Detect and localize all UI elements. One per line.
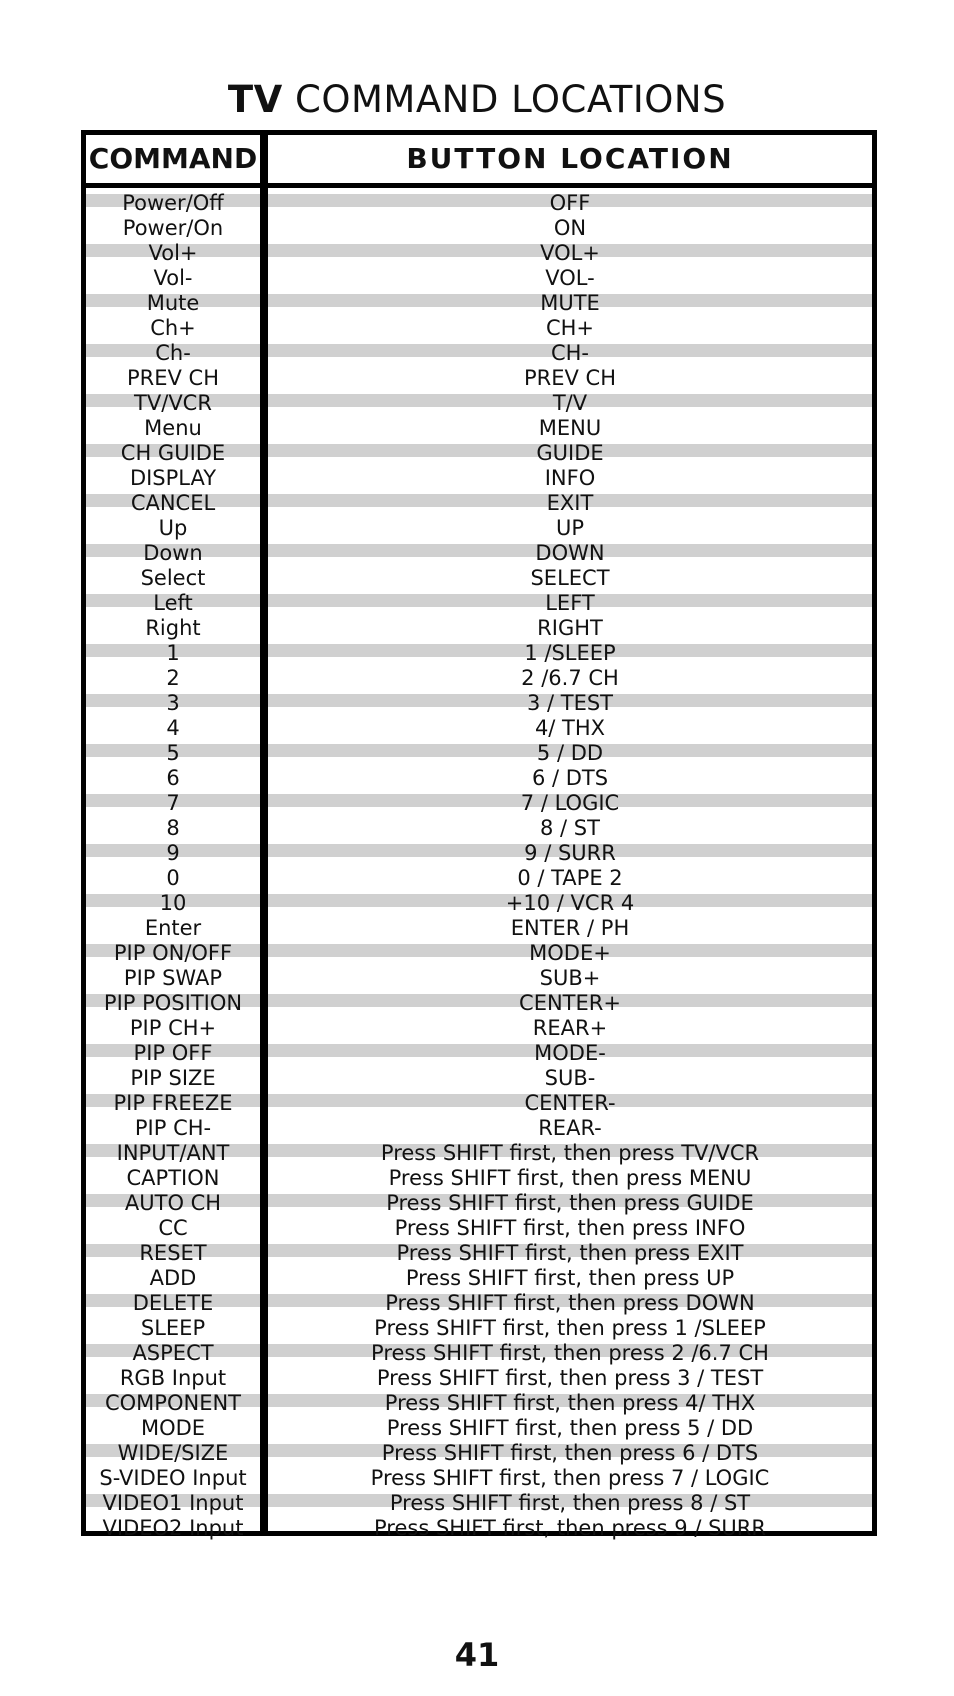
table-row: [86, 491, 872, 516]
location-cell: LEFT: [268, 591, 872, 616]
table-row: [86, 1041, 872, 1066]
table-row: [86, 341, 872, 366]
command-cell: DISPLAY: [129, 466, 217, 490]
command-cell: Left: [86, 591, 260, 616]
table-row: [86, 816, 872, 841]
command-cell: TV/VCR: [86, 391, 260, 416]
location-cell: Press SHIFT first, then press EXIT: [268, 1241, 872, 1266]
table-row: [86, 691, 872, 716]
location-cell: 5 / DD: [268, 741, 872, 766]
location-cell: Press SHIFT first, then press 7 / LOGIC: [370, 1466, 770, 1490]
table-row: [86, 1066, 872, 1091]
command-cell: VIDEO1 Input: [86, 1491, 260, 1516]
command-table: [81, 130, 877, 1540]
location-cell: SUB-: [544, 1066, 596, 1090]
location-cell: MUTE: [268, 291, 872, 316]
location-cell: 0 / TAPE 2: [517, 866, 623, 890]
table-row: [86, 441, 872, 466]
command-cell: Ch+: [150, 316, 196, 340]
location-cell: SUB+: [539, 966, 601, 990]
table-row: [86, 1391, 872, 1416]
location-cell: Press SHIFT first, then press TV/VCR: [268, 1141, 872, 1166]
command-cell: Up: [158, 516, 188, 540]
command-cell: WIDE/SIZE: [86, 1441, 260, 1466]
table-row: [86, 966, 872, 991]
location-cell: VOL+: [268, 241, 872, 266]
table-row: [86, 316, 872, 341]
location-cell: 8 / ST: [540, 816, 600, 840]
location-cell: Press SHIFT first, then press UP: [405, 1266, 735, 1290]
table-row: [86, 866, 872, 891]
command-cell: COMPONENT: [86, 1391, 260, 1416]
location-cell: VOL-: [545, 266, 595, 290]
location-cell: CENTER-: [268, 1091, 872, 1116]
table-row: [86, 566, 872, 591]
command-cell: INPUT/ANT: [86, 1141, 260, 1166]
command-cell: 7: [86, 791, 260, 816]
command-cell: PIP ON/OFF: [86, 941, 260, 966]
location-cell: MODE-: [268, 1041, 872, 1066]
location-cell: Press SHIFT first, then press 3 / TEST: [376, 1366, 764, 1390]
page-title: [0, 76, 954, 124]
command-cell: Ch-: [86, 341, 260, 366]
table-row: [86, 366, 872, 391]
command-cell: AUTO CH: [86, 1191, 260, 1216]
table-row: [86, 391, 872, 416]
table-row: [86, 1191, 872, 1216]
table-row: [86, 791, 872, 816]
table-row: [86, 891, 872, 916]
title-bold: TV: [227, 78, 283, 121]
command-cell: PIP OFF: [86, 1041, 260, 1066]
command-cell: ASPECT: [86, 1341, 260, 1366]
table-row: [86, 941, 872, 966]
header-command: COMMAND: [88, 142, 258, 175]
table-row: [86, 516, 872, 541]
table-row: [86, 1241, 872, 1266]
location-cell: SELECT: [530, 566, 610, 590]
command-cell: 0: [166, 866, 180, 890]
location-cell: Press SHIFT first, then press 2 /6.7 CH: [268, 1341, 872, 1366]
location-cell: Press SHIFT first, then press 1 /SLEEP: [374, 1316, 766, 1340]
command-cell: RGB Input: [119, 1366, 227, 1390]
table-row: [86, 1216, 872, 1241]
command-cell: S-VIDEO Input: [99, 1466, 247, 1490]
table-row: [86, 741, 872, 766]
table-row: [86, 1441, 872, 1466]
location-cell: REAR-: [538, 1116, 602, 1140]
table-body: [86, 191, 872, 1541]
location-cell: Press SHIFT first, then press 6 / DTS: [268, 1441, 872, 1466]
location-cell: ENTER / PH: [510, 916, 630, 940]
command-cell: VIDEO2 Input: [102, 1516, 244, 1540]
location-cell: OFF: [268, 191, 872, 216]
command-cell: PIP CH+: [129, 1016, 217, 1040]
location-cell: 3 / TEST: [268, 691, 872, 716]
command-cell: 4: [166, 716, 180, 740]
location-cell: ON: [553, 216, 587, 240]
location-cell: +10 / VCR 4: [268, 891, 872, 916]
table-row: [86, 1091, 872, 1116]
command-cell: PIP SWAP: [123, 966, 223, 990]
table-row: [86, 1016, 872, 1041]
table-row: [86, 541, 872, 566]
table-row: [86, 1266, 872, 1291]
location-cell: 9 / SURR: [268, 841, 872, 866]
command-cell: 5: [86, 741, 260, 766]
location-cell: 7 / LOGIC: [268, 791, 872, 816]
command-cell: DELETE: [86, 1291, 260, 1316]
location-cell: Press SHIFT first, then press INFO: [394, 1216, 746, 1240]
title-rest: COMMAND LOCATIONS: [282, 78, 727, 121]
location-cell: Press SHIFT first, then press MENU: [388, 1166, 752, 1190]
table-row: [86, 416, 872, 441]
location-cell: CH-: [268, 341, 872, 366]
command-cell: Power/On: [122, 216, 224, 240]
page-number: 41: [454, 1636, 500, 1674]
location-cell: Press SHIFT first, then press 8 / ST: [268, 1491, 872, 1516]
command-cell: ADD: [149, 1266, 197, 1290]
command-cell: CAPTION: [126, 1166, 220, 1190]
location-cell: 6 / DTS: [531, 766, 609, 790]
table-row: [86, 766, 872, 791]
table-header: [86, 135, 872, 188]
command-cell: SLEEP: [140, 1316, 206, 1340]
command-cell: 3: [86, 691, 260, 716]
table-row: [86, 1316, 872, 1341]
header-button-location: BUTTON LOCATION: [406, 142, 734, 175]
command-cell: Mute: [86, 291, 260, 316]
command-cell: Vol-: [153, 266, 193, 290]
location-cell: 1 /SLEEP: [268, 641, 872, 666]
table-row: [86, 916, 872, 941]
command-cell: CH GUIDE: [86, 441, 260, 466]
location-cell: Press SHIFT first, then press DOWN: [268, 1291, 872, 1316]
table-row: [86, 1516, 872, 1541]
table-row: [86, 191, 872, 216]
command-cell: 6: [166, 766, 180, 790]
command-cell: MODE: [140, 1416, 206, 1440]
table-row: [86, 616, 872, 641]
table-row: [86, 1141, 872, 1166]
location-cell: T/V: [268, 391, 872, 416]
command-cell: CC: [158, 1216, 188, 1240]
table-row: [86, 716, 872, 741]
location-cell: Press SHIFT first, then press 9 / SURR: [374, 1516, 766, 1540]
table-row: [86, 266, 872, 291]
command-cell: PIP CH-: [134, 1116, 212, 1140]
location-cell: RIGHT: [537, 616, 603, 640]
location-cell: PREV CH: [523, 366, 617, 390]
table-row: [86, 1366, 872, 1391]
location-cell: Press SHIFT first, then press 5 / DD: [386, 1416, 754, 1440]
table-row: [86, 1416, 872, 1441]
command-cell: Menu: [144, 416, 202, 440]
location-cell: EXIT: [268, 491, 872, 516]
command-cell: PIP SIZE: [130, 1066, 216, 1090]
table-row: [86, 841, 872, 866]
location-cell: 2 /6.7 CH: [521, 666, 619, 690]
table-row: [86, 1166, 872, 1191]
location-cell: DOWN: [268, 541, 872, 566]
location-cell: UP: [555, 516, 585, 540]
command-cell: RESET: [86, 1241, 260, 1266]
command-cell: 1: [86, 641, 260, 666]
location-cell: CH+: [545, 316, 595, 340]
table-row: [86, 241, 872, 266]
table-row: [86, 641, 872, 666]
command-cell: Enter: [144, 916, 202, 940]
table-row: [86, 1466, 872, 1491]
command-cell: Right: [145, 616, 201, 640]
location-cell: Press SHIFT first, then press GUIDE: [268, 1191, 872, 1216]
table-row: [86, 1491, 872, 1516]
command-cell: Down: [86, 541, 260, 566]
location-cell: MODE+: [268, 941, 872, 966]
command-cell: PIP POSITION: [86, 991, 260, 1016]
command-cell: 2: [166, 666, 180, 690]
command-cell: 10: [86, 891, 260, 916]
command-cell: 8: [166, 816, 180, 840]
location-cell: GUIDE: [268, 441, 872, 466]
location-cell: 4/ THX: [534, 716, 606, 740]
command-cell: PREV CH: [126, 366, 220, 390]
table-row: [86, 466, 872, 491]
table-row: [86, 591, 872, 616]
table-row: [86, 991, 872, 1016]
table-row: [86, 216, 872, 241]
command-cell: Vol+: [86, 241, 260, 266]
command-cell: PIP FREEZE: [86, 1091, 260, 1116]
location-cell: REAR+: [532, 1016, 608, 1040]
table-row: [86, 1341, 872, 1366]
table-row: [86, 666, 872, 691]
command-cell: CANCEL: [86, 491, 260, 516]
table-row: [86, 1291, 872, 1316]
command-cell: 9: [86, 841, 260, 866]
command-cell: Select: [140, 566, 206, 590]
location-cell: INFO: [544, 466, 596, 490]
location-cell: MENU: [538, 416, 602, 440]
location-cell: CENTER+: [268, 991, 872, 1016]
location-cell: Press SHIFT first, then press 4/ THX: [268, 1391, 872, 1416]
command-cell: Power/Off: [86, 191, 260, 216]
table-row: [86, 1116, 872, 1141]
table-row: [86, 291, 872, 316]
